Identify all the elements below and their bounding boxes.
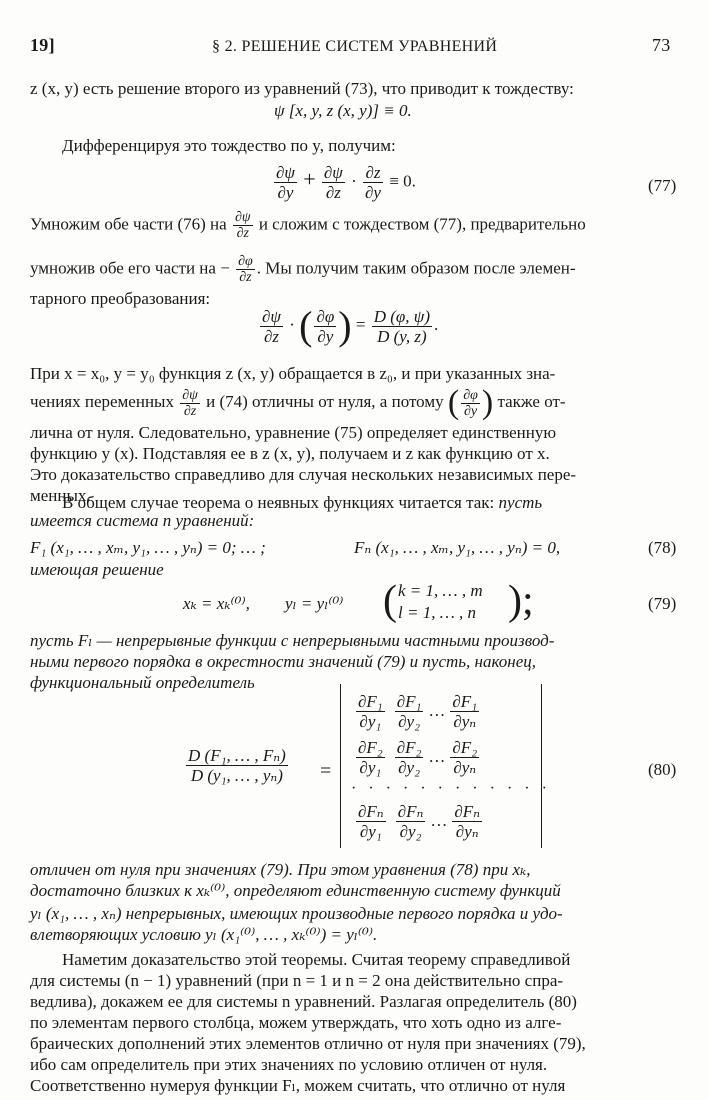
fraction	[450, 738, 479, 777]
text-fragment: Умножим обе части (76) на	[30, 214, 227, 234]
denominator: ∂y	[365, 183, 381, 202]
period: .	[434, 314, 439, 334]
right-paren: );	[508, 578, 534, 624]
text-line	[30, 383, 566, 423]
left-paren: (	[447, 384, 460, 421]
numerator: ∂F₁	[396, 691, 422, 711]
index-range	[398, 580, 483, 624]
jacobian-lhs	[184, 746, 290, 785]
equals-sign: =	[320, 760, 332, 782]
text-line: имеется система n уравнений:	[30, 511, 255, 530]
numerator: ∂Fₙ	[397, 801, 424, 821]
numerator: ∂F₂	[452, 737, 478, 757]
text-line: Это доказательство справедливо для случая нескольких независимых пере-	[30, 465, 577, 484]
fraction	[356, 692, 385, 731]
text-line: функцию y (x). Подставляя ее в z (x, y), получаем и z как функцию от x.	[30, 444, 550, 463]
text-fragment: чениях переменных	[30, 391, 174, 411]
numerator: ∂φ	[316, 306, 335, 326]
equation-78-left: F₁ (x₁, … , xₘ, y₁, … , yₙ) = 0; … ;	[30, 538, 266, 557]
denominator: ∂y₂	[398, 757, 420, 777]
numerator: ∂ψ	[262, 306, 281, 326]
fraction	[274, 163, 297, 202]
text-line	[30, 254, 576, 285]
k-range: k = 1, … , m	[398, 581, 483, 600]
text-line: браических дополнений этих элементов отлично от нуля при значениях (79),	[30, 1034, 586, 1053]
text-line: лична от нуля. Следовательно, уравнение (75) определяет единственную	[30, 423, 557, 442]
fraction	[356, 802, 386, 841]
fraction	[452, 802, 482, 841]
ellipsis: …	[428, 701, 446, 720]
running-title: § 2. РЕШЕНИЕ СИСТЕМ УРАВНЕНИЙ	[212, 38, 498, 55]
dot-operator: ·	[351, 171, 357, 191]
fraction	[461, 388, 480, 419]
text-line: пусть Fₗ — непрерывные функции с непрерывными частными производ-	[30, 631, 555, 650]
numerator: ∂Fₙ	[454, 801, 481, 821]
text-fragment: и сложим с тождеством (77), предварительно	[258, 214, 586, 234]
numerator: ∂ψ	[323, 163, 343, 182]
text-line: тарного преобразования:	[30, 289, 211, 308]
left-paren: (	[299, 303, 313, 348]
fraction	[395, 692, 424, 731]
page-number: 73	[652, 35, 671, 55]
l-range: l = 1, … , n	[398, 603, 477, 622]
text-line: z (x, y) есть решение второго из уравнений (73), что приводит к тождеству:	[30, 79, 574, 98]
equation-number: (79)	[648, 594, 677, 613]
dot-operator: ·	[289, 314, 295, 334]
fraction	[395, 738, 424, 777]
numerator: ∂ψ	[182, 387, 198, 403]
numerator: ∂Fₙ	[358, 801, 384, 821]
numerator: ∂F₂	[358, 737, 383, 757]
italic-fragment: пусть	[498, 493, 543, 512]
denominator: ∂z	[325, 183, 341, 202]
numerator: ∂ψ	[276, 163, 295, 182]
denominator: D (y₁, … , yₙ)	[190, 766, 283, 785]
text-line: менных.	[30, 486, 91, 505]
text-line: влетворяющих условию yₗ (x₁⁽⁰⁾, … , xₖ⁽⁰⁾) = yₗ⁽⁰⁾.	[30, 925, 378, 944]
jacobian-equation	[258, 303, 439, 348]
fraction	[372, 307, 432, 346]
text-line: для системы (n − 1) уравнений (при n = 1 и n = 2 она действительно спра-	[30, 971, 564, 990]
numerator: ∂z	[363, 163, 383, 183]
numerator: ∂F₁	[358, 691, 383, 711]
text-line: имеющая решение	[30, 560, 164, 579]
text-line: достаточно близких к xₖ⁽⁰⁾, определяют единственную систему функций	[30, 881, 561, 900]
determinant-row	[351, 734, 531, 780]
identity-equation: ψ [x, y, z (x, y)] ≡ 0.	[274, 101, 412, 120]
denominator: ∂y	[317, 326, 334, 346]
denominator: ∂y	[277, 183, 294, 202]
equation-79-y: yₗ = yₗ⁽⁰⁾	[285, 594, 344, 613]
fraction	[186, 746, 288, 785]
text-line: yₗ (x₁, … , xₙ) непрерывных, имеющих производные первого порядка и удо-	[30, 904, 563, 923]
equation-79-x: xₖ = xₖ⁽⁰⁾,	[183, 594, 250, 613]
denominator: D (y, z)	[377, 326, 427, 346]
minus-sign: −	[220, 258, 230, 278]
right-paren: )	[338, 303, 352, 348]
text-fragment: . Мы получим таким образом после элемен-	[256, 258, 576, 278]
denominator: ∂z	[263, 326, 279, 346]
denominator: ∂y₂	[398, 711, 420, 731]
determinant-row	[351, 798, 531, 844]
denominator: ∂z	[239, 270, 252, 285]
equation-number: (77)	[648, 176, 677, 195]
equals-sign: =	[355, 314, 366, 334]
denominator: ∂y₁	[359, 711, 382, 731]
text-line: функциональный определитель	[30, 673, 255, 692]
section-number: 19]	[30, 35, 55, 55]
equation-number: (78)	[648, 538, 677, 557]
denominator: ∂z	[236, 226, 249, 241]
text-line: Дифференцируя это тождество по y, получим:	[62, 136, 396, 155]
text-line: ведлива), докажем ее для системы n уравнений. Разлагая определитель (80)	[30, 992, 577, 1011]
fraction	[260, 307, 283, 346]
numerator: D (φ, ψ)	[373, 306, 431, 326]
denominator: ∂y₁	[359, 757, 382, 777]
denominator: ∂y	[463, 403, 478, 419]
left-paren: (	[383, 578, 397, 624]
numerator: ∂φ	[238, 254, 253, 269]
denominator: ∂yₙ	[453, 757, 477, 777]
text-line: ибо сам определитель при этих значениях по условию отличен от нуля.	[30, 1055, 548, 1074]
denominator: ∂yₙ	[455, 821, 479, 841]
determinant	[340, 684, 551, 848]
ellipsis: …	[428, 747, 446, 766]
text-fragment: также от-	[497, 391, 566, 411]
denominator: ∂z	[183, 403, 197, 419]
fraction	[363, 163, 383, 202]
fraction	[180, 388, 200, 419]
dots-row: · · · · · · · · · · · ·	[351, 780, 551, 797]
denominator: ∂yₙ	[453, 711, 477, 731]
fraction	[236, 254, 255, 285]
numerator: D (F₁, … , Fₙ)	[188, 746, 286, 765]
text-line	[62, 493, 542, 513]
fraction	[314, 307, 336, 346]
text-line: Соответственно нумеруя функции Fₗ, можем считать, что отлично от нуля	[30, 1076, 566, 1095]
equation-78-right: Fₙ (x₁, … , xₘ, y₁, … , yₙ) = 0,	[354, 538, 561, 557]
fraction	[450, 692, 479, 731]
equation-number: (80)	[648, 760, 677, 779]
numerator: ∂F₁	[452, 691, 478, 711]
equation-77	[272, 163, 416, 202]
denominator: ∂y₂	[399, 821, 422, 841]
fraction	[396, 802, 426, 841]
text-line: по элементам первого столбца, можем утверждать, что хоть одно из алге-	[30, 1013, 562, 1032]
numerator: ∂F₂	[396, 737, 422, 757]
text-line: Наметим доказательство этой теоремы. Считая теорему справедливой	[62, 950, 571, 969]
numerator: ∂φ	[463, 387, 478, 403]
text-line: При x = x₀, y = y₀ функция z (x, y) обращается в z₀, и при указанных зна-	[30, 364, 556, 383]
text-fragment: В общем случае теорема о неявных функциях читается так:	[62, 493, 495, 512]
determinant-row	[351, 688, 531, 734]
text-line: отличен от нуля при значениях (79). При этом уравнения (78) при xₖ,	[30, 860, 531, 879]
ellipsis: …	[430, 811, 448, 830]
plus-sign: +	[303, 166, 316, 192]
text-fragment: и (74) отличны от нуля, а потому	[206, 391, 444, 411]
text-fragment: умножив обе его части на	[30, 258, 216, 278]
fraction	[322, 163, 345, 202]
fraction	[356, 738, 385, 777]
fraction	[233, 210, 253, 241]
numerator: ∂ψ	[234, 210, 251, 225]
denominator: ∂y₁	[359, 821, 382, 841]
text-line: ными первого порядка в окрестности значений (79) и пусть, наконец,	[30, 652, 536, 671]
equiv-zero: ≡ 0.	[389, 171, 416, 191]
text-line	[30, 210, 586, 241]
right-paren: )	[481, 384, 494, 421]
